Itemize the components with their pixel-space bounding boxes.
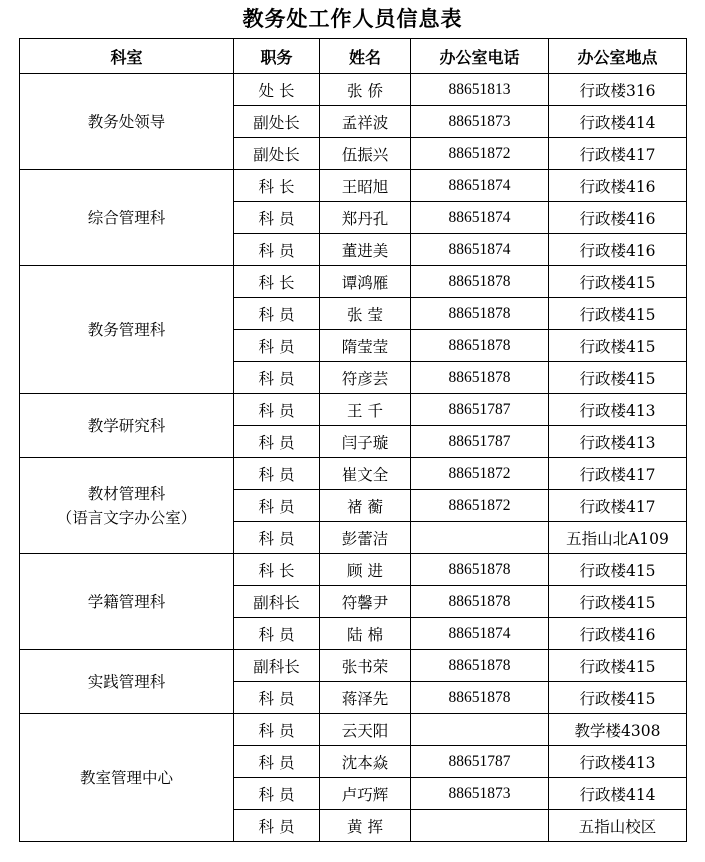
phone-cell: 88651874: [411, 170, 549, 202]
department-cell: [20, 714, 234, 842]
location-cell: 行政楼415: [549, 586, 687, 618]
name-cell: 隋莹莹: [320, 330, 411, 362]
department-name: 教务处领导: [87, 112, 166, 131]
phone-cell: 88651878: [411, 330, 549, 362]
table-row: [20, 266, 687, 298]
position-cell: 科 员: [234, 298, 320, 330]
position-cell: 科 员: [234, 234, 320, 266]
position-cell: 处 长: [234, 74, 320, 106]
department-name: 学籍管理科: [87, 592, 166, 611]
position-cell: 科 员: [234, 202, 320, 234]
position-cell: 科 员: [234, 330, 320, 362]
name-cell: 郑丹孔: [320, 202, 411, 234]
name-cell: 崔文全: [320, 458, 411, 490]
table-header: [20, 39, 687, 74]
position-cell: 科 员: [234, 394, 320, 426]
column-header-position: 职务: [234, 39, 320, 74]
location-cell: 行政楼415: [549, 362, 687, 394]
position-cell: 科 长: [234, 170, 320, 202]
phone-cell: 88651872: [411, 490, 549, 522]
phone-cell: 88651874: [411, 618, 549, 650]
table-row: [20, 714, 687, 746]
phone-cell: 88651874: [411, 234, 549, 266]
department-cell: [20, 650, 234, 714]
location-cell: 行政楼415: [549, 682, 687, 714]
name-cell: 符彦芸: [320, 362, 411, 394]
name-cell: 谭鸿雁: [320, 266, 411, 298]
position-cell: 科 员: [234, 458, 320, 490]
name-cell: 董进美: [320, 234, 411, 266]
table-row: [20, 170, 687, 202]
name-cell: 伍振兴: [320, 138, 411, 170]
phone-cell: 88651787: [411, 426, 549, 458]
department-cell: [20, 458, 234, 554]
position-cell: 科 员: [234, 490, 320, 522]
position-cell: 科 员: [234, 682, 320, 714]
location-cell: 行政楼417: [549, 458, 687, 490]
header-row: [20, 39, 687, 74]
location-cell: 教学楼4308: [549, 714, 687, 746]
location-cell: 行政楼416: [549, 618, 687, 650]
location-cell: 行政楼415: [549, 650, 687, 682]
name-cell: 黄 挥: [320, 810, 411, 842]
table-row: [20, 394, 687, 426]
position-cell: 副科长: [234, 586, 320, 618]
name-cell: 禇 蘅: [320, 490, 411, 522]
location-cell: 行政楼414: [549, 106, 687, 138]
name-cell: 王 千: [320, 394, 411, 426]
position-cell: 科 员: [234, 714, 320, 746]
phone-cell: 88651878: [411, 586, 549, 618]
position-cell: 科 员: [234, 618, 320, 650]
department-name: 实践管理科: [87, 672, 166, 691]
location-cell: 五指山北A109: [549, 522, 687, 554]
name-cell: 顾 进: [320, 554, 411, 586]
location-cell: 行政楼416: [549, 202, 687, 234]
position-cell: 科 长: [234, 554, 320, 586]
table-row: [20, 458, 687, 490]
phone-cell: 88651873: [411, 778, 549, 810]
position-cell: 科 员: [234, 426, 320, 458]
name-cell: 王昭旭: [320, 170, 411, 202]
location-cell: 行政楼415: [549, 266, 687, 298]
location-cell: 行政楼417: [549, 138, 687, 170]
name-cell: 闫子璇: [320, 426, 411, 458]
phone-cell: 88651872: [411, 458, 549, 490]
phone-cell: 88651874: [411, 202, 549, 234]
phone-cell: 88651878: [411, 362, 549, 394]
department-name: 教室管理中心: [79, 768, 173, 787]
department-cell: [20, 394, 234, 458]
phone-cell: 88651878: [411, 554, 549, 586]
table-row: [20, 554, 687, 586]
department-cell: [20, 170, 234, 266]
location-cell: 行政楼413: [549, 426, 687, 458]
position-cell: 副科长: [234, 650, 320, 682]
location-cell: 行政楼413: [549, 394, 687, 426]
name-cell: 蒋泽先: [320, 682, 411, 714]
phone-cell: [411, 714, 549, 746]
location-cell: 五指山校区: [549, 810, 687, 842]
position-cell: 副处长: [234, 106, 320, 138]
position-cell: 科 员: [234, 778, 320, 810]
location-cell: 行政楼413: [549, 746, 687, 778]
department-cell: [20, 266, 234, 394]
name-cell: 孟祥波: [320, 106, 411, 138]
department-cell: [20, 74, 234, 170]
table-body: [20, 74, 687, 842]
phone-cell: 88651787: [411, 394, 549, 426]
name-cell: 卢巧辉: [320, 778, 411, 810]
phone-cell: 88651787: [411, 746, 549, 778]
position-cell: 科 长: [234, 266, 320, 298]
phone-cell: [411, 810, 549, 842]
position-cell: 科 员: [234, 810, 320, 842]
name-cell: 沈本焱: [320, 746, 411, 778]
table-row: [20, 74, 687, 106]
column-header-location: 办公室地点: [549, 39, 687, 74]
department-name: 教务管理科: [87, 320, 166, 339]
position-cell: 副处长: [234, 138, 320, 170]
name-cell: 彭蕾洁: [320, 522, 411, 554]
location-cell: 行政楼416: [549, 170, 687, 202]
position-cell: 科 员: [234, 362, 320, 394]
department-name: 综合管理科: [87, 208, 166, 227]
phone-cell: 88651872: [411, 138, 549, 170]
department-cell: [20, 554, 234, 650]
column-header-name: 姓名: [320, 39, 411, 74]
name-cell: 符馨尹: [320, 586, 411, 618]
department-name: 教材管理科: [87, 484, 166, 503]
phone-cell: [411, 522, 549, 554]
column-header-department: 科室: [20, 39, 234, 74]
phone-cell: 88651878: [411, 298, 549, 330]
location-cell: 行政楼417: [549, 490, 687, 522]
location-cell: 行政楼415: [549, 298, 687, 330]
phone-cell: 88651878: [411, 682, 549, 714]
location-cell: 行政楼415: [549, 330, 687, 362]
column-header-phone: 办公室电话: [411, 39, 549, 74]
name-cell: 陆 棉: [320, 618, 411, 650]
position-cell: 科 员: [234, 746, 320, 778]
name-cell: 云天阳: [320, 714, 411, 746]
table-row: [20, 650, 687, 682]
phone-cell: 88651878: [411, 650, 549, 682]
phone-cell: 88651873: [411, 106, 549, 138]
name-cell: 张 莹: [320, 298, 411, 330]
department-name: （语言文字办公室）: [56, 508, 197, 527]
phone-cell: 88651813: [411, 74, 549, 106]
phone-cell: 88651878: [411, 266, 549, 298]
staff-table: [19, 38, 687, 842]
department-name: 教学研究科: [87, 416, 166, 435]
position-cell: 科 员: [234, 522, 320, 554]
location-cell: 行政楼416: [549, 234, 687, 266]
location-cell: 行政楼316: [549, 74, 687, 106]
location-cell: 行政楼414: [549, 778, 687, 810]
name-cell: 张书荣: [320, 650, 411, 682]
location-cell: 行政楼415: [549, 554, 687, 586]
page-title: 教务处工作人员信息表: [242, 6, 463, 31]
name-cell: 张 侨: [320, 74, 411, 106]
